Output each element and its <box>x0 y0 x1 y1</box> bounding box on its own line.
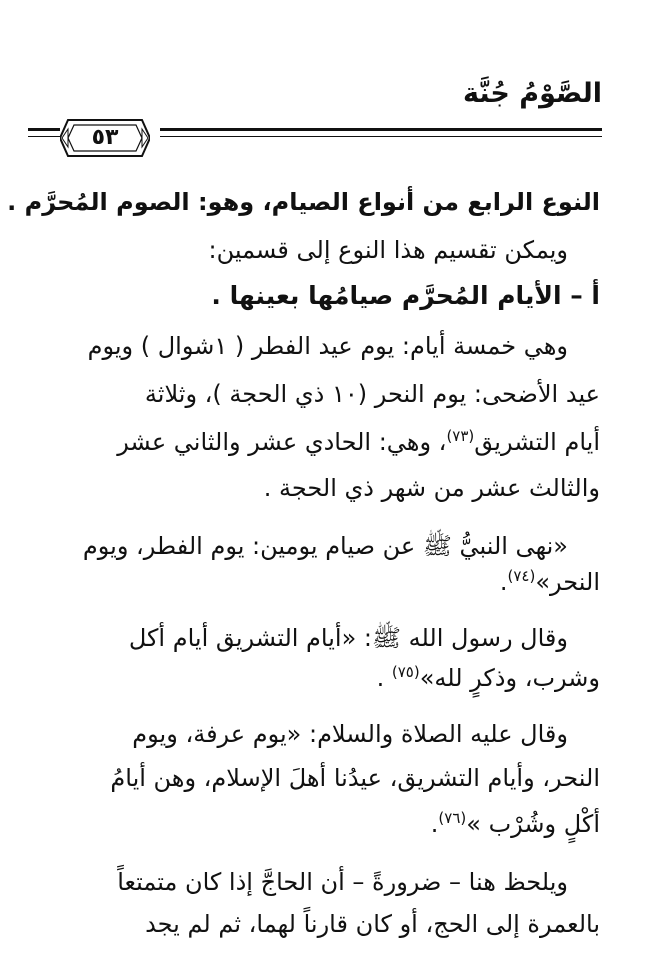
text-segment: وشرب، وذكرٍ لله» <box>419 664 600 692</box>
header-rule-thin <box>160 136 602 137</box>
text-segment: . <box>499 568 508 596</box>
text-segment: . <box>430 810 439 838</box>
text-line-with-note <box>431 806 600 842</box>
footnote-ref: (٧٣) <box>446 427 475 445</box>
section-heading: أ – الأيام المُحرَّم صيامُها بعينها . <box>211 281 600 310</box>
running-title: الصَّوْمُ جُنَّة <box>463 78 602 109</box>
header-rule <box>160 128 602 131</box>
text-segment: . <box>376 664 392 692</box>
text-line-with-note <box>377 660 600 696</box>
text-segment: ، وهي: الحادي عشر والثاني عشر <box>117 428 447 456</box>
header-rule-left-thin <box>28 136 60 137</box>
text-line: وقال رسول الله ﷺ: «أيام التشريق أيام أكل <box>128 624 568 652</box>
header-rule-left <box>28 128 60 131</box>
text-line: عيد الأضحى: يوم النحر (١٠ ذي الحجة )، وثلاثة <box>144 380 600 408</box>
footnote-ref: (٧٦) <box>438 809 467 827</box>
text-line: ويلحظ هنا – ضرورةً – أن الحاجَّ إذا كان متمتعاً <box>117 868 568 896</box>
text-line: بالعمرة إلى الحج، أو كان قارناً لهما، ثم لم يجد <box>145 910 600 938</box>
text-line: ويمكن تقسيم هذا النوع إلى قسمين: <box>208 236 568 264</box>
page-number: ٥٣ <box>91 125 119 150</box>
text-segment: أكْلٍ وشُرْب » <box>466 810 600 838</box>
page-number-badge <box>60 118 150 158</box>
text-line: النحر، وأيام التشريق، عيدُنا أهلَ الإسلام، وهن أيامُ <box>110 764 600 792</box>
text-line: «نهى النبيُّ ﷺ عن صيام يومين: يوم الفطر، ويوم <box>82 532 568 560</box>
text-line-with-note <box>117 424 600 460</box>
footnote-ref: (٧٥) <box>391 663 420 681</box>
text-line: والثالث عشر من شهر ذي الحجة . <box>263 474 600 502</box>
text-segment: النحر» <box>535 568 600 596</box>
text-line: وقال عليه الصلاة والسلام: «يوم عرفة، ويوم <box>132 720 568 748</box>
text-line: وهي خمسة أيام: يوم عيد الفطر ( ١شوال ) ويوم <box>87 332 568 360</box>
footnote-ref: (٧٤) <box>507 567 536 585</box>
text-line-with-note <box>500 564 600 600</box>
text-segment: أيام التشريق <box>474 428 600 456</box>
text-line: النوع الرابع من أنواع الصيام، وهو: الصوم المُحرَّم . <box>7 188 600 216</box>
